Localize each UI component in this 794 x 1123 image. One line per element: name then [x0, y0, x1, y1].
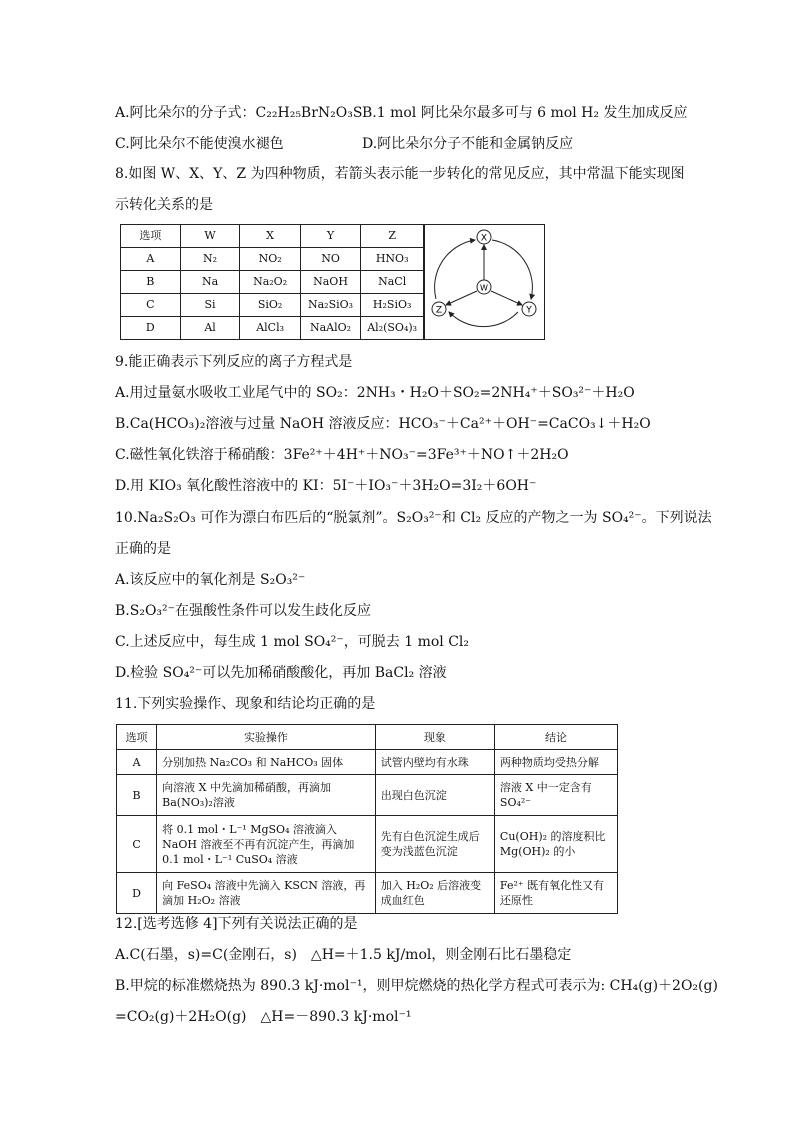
arc-y-to-z	[449, 312, 518, 327]
table-cell: Na₂O₂	[240, 271, 300, 294]
q12-option-b-line1: B.甲烷的标准燃烧热为 890.3 kJ·mol⁻¹，则甲烷燃烧的热化学方程式可表示为: CH₄(g)＋2O₂(g)	[115, 978, 718, 994]
table-cell: C	[117, 816, 157, 873]
table-cell: Fe²⁺ 既有氧化性又有还原性	[494, 873, 617, 914]
table-cell: NO₂	[240, 248, 300, 271]
table-cell: Cu(OH)₂ 的溶度积比 Mg(OH)₂ 的小	[494, 816, 617, 873]
table-row	[121, 294, 424, 317]
q12-option-a: A.C(石墨，s)=C(金刚石，s) △H=＋1.5 kJ/mol，则金刚石比石墨稳定	[115, 947, 572, 963]
table-row	[121, 248, 424, 271]
table-cell: SiO₂	[240, 294, 300, 317]
q10-option-b: B.S₂O₃²⁻在强酸性条件可以发生歧化反应	[115, 603, 372, 619]
q10-option-c: C.上述反应中，每生成 1 mol SO₄²⁻，可脱去 1 mol Cl₂	[115, 634, 470, 650]
q11-header-cell: 结论	[494, 725, 617, 750]
q11-table	[116, 724, 618, 914]
node-w-label: W	[480, 283, 488, 293]
table-cell: A	[117, 750, 157, 775]
table-cell: C	[121, 294, 181, 317]
q8-stem-line2: 示转化关系的是	[115, 197, 213, 213]
table-cell: Na	[180, 271, 240, 294]
q8-table	[120, 224, 424, 340]
table-cell: HNO₃	[361, 248, 424, 271]
spoke-w-to-z	[446, 291, 477, 305]
q11-header-cell: 现象	[375, 725, 494, 750]
table-cell: 向 FeSO₄ 溶液中先滴入 KSCN 溶液，再滴加 H₂O₂ 溶液	[157, 873, 376, 914]
q9-option-d: D.用 KIO₃ 氧化酸性溶液中的 KI：5I⁻＋IO₃⁻＋3H₂O=3I₂＋6OH⁻	[115, 478, 537, 494]
q8-header-cell: Z	[361, 225, 424, 248]
q12-option-b-line2: =CO₂(g)＋2H₂O(g) △H=－890.3 kJ·mol⁻¹	[115, 1009, 412, 1025]
q8-stem-line1: 8.如图 W、X、Y、Z 为四种物质，若箭头表示能一步转化的常见反应，其中常温下能实现图	[115, 166, 685, 182]
table-cell: 先有白色沉淀生成后变为浅蓝色沉淀	[375, 816, 494, 873]
q9-option-c: C.磁性氧化铁溶于稀硝酸：3Fe²⁺＋4H⁺＋NO₃⁻=3Fe³⁺＋NO↑＋2H₂O	[115, 447, 569, 463]
table-row	[117, 873, 618, 914]
node-y-label: Y	[526, 305, 532, 316]
table-cell: AlCl₃	[240, 317, 300, 340]
q8-header-cell: X	[240, 225, 300, 248]
table-row	[117, 750, 618, 775]
table-cell: N₂	[180, 248, 240, 271]
q7-option-a: A.阿比朵尔的分子式：C₂₂H₂₅BrN₂O₃S	[115, 105, 363, 121]
q10-stem-line1: 10.Na₂S₂O₃ 可作为漂白布匹后的“脱氯剂”。S₂O₃²⁻和 Cl₂ 反应的产物之一为 SO₄²⁻。下列说法	[115, 510, 712, 526]
table-cell: Al₂(SO₄)₃	[361, 317, 424, 340]
q10-option-d: D.检验 SO₄²⁻可以先加稀硝酸酸化，再加 BaCl₂ 溶液	[115, 665, 447, 681]
q8-header-cell: 选项	[121, 225, 181, 248]
table-cell: Al	[180, 317, 240, 340]
table-cell: 出现白色沉淀	[375, 775, 494, 816]
table-row	[121, 271, 424, 294]
table-cell: 试管内壁均有水珠	[375, 750, 494, 775]
q11-header-cell: 实验操作	[157, 725, 376, 750]
q9-stem: 9.能正确表示下列反应的离子方程式是	[115, 354, 353, 370]
table-cell: NaCl	[361, 271, 424, 294]
q12-stem: 12.[选考选修 4]下列有关说法正确的是	[115, 916, 358, 932]
table-cell: Na₂SiO₃	[300, 294, 361, 317]
table-cell: D	[117, 873, 157, 914]
table-cell: 向溶液 X 中先滴加稀硝酸，再滴加 Ba(NO₃)₂溶液	[157, 775, 376, 816]
q7-option-d: D.阿比朵尔分子不能和金属钠反应	[362, 136, 574, 152]
q9-option-b: B.Ca(HCO₃)₂溶液与过量 NaOH 溶液反应：HCO₃⁻＋Ca²⁺＋OH⁻=CaCO₃↓＋H₂O	[115, 416, 651, 432]
q8-header-cell: Y	[300, 225, 361, 248]
q11-table-header	[117, 725, 618, 750]
table-row	[117, 775, 618, 816]
spoke-w-to-y	[491, 291, 522, 305]
q10-stem-line2: 正确的是	[115, 541, 171, 557]
node-z-label: Z	[435, 305, 443, 316]
table-cell: NaOH	[300, 271, 361, 294]
table-cell: Si	[180, 294, 240, 317]
table-cell: NaAlO₂	[300, 317, 361, 340]
table-cell: A	[121, 248, 181, 271]
table-cell: 两种物质均受热分解	[494, 750, 617, 775]
q11-header-cell: 选项	[117, 725, 157, 750]
table-cell: H₂SiO₃	[361, 294, 424, 317]
table-cell: B	[117, 775, 157, 816]
node-x-label: X	[480, 233, 488, 244]
table-cell: 将 0.1 mol・L⁻¹ MgSO₄ 溶液滴入 NaOH 溶液至不再有沉淀产生，再滴加 0.1 mol・L⁻¹ CuSO₄ 溶液	[157, 816, 376, 873]
table-row	[117, 816, 618, 873]
arc-x-to-y	[492, 240, 532, 299]
q8-conversion-diagram	[425, 225, 544, 339]
table-cell: NO	[300, 248, 361, 271]
q10-option-a: A.该反应中的氧化剂是 S₂O₃²⁻	[115, 572, 306, 588]
q11-stem: 11.下列实验操作、现象和结论均正确的是	[115, 696, 376, 712]
table-cell: 分别加热 Na₂CO₃ 和 NaHCO₃ 固体	[157, 750, 376, 775]
table-cell: B	[121, 271, 181, 294]
q7-option-b: B.1 mol 阿比朵尔最多可与 6 mol H₂ 发生加成反应	[362, 105, 688, 121]
arc-z-to-x	[435, 240, 475, 299]
table-cell: 加入 H₂O₂ 后溶液变成血红色	[375, 873, 494, 914]
q9-option-a: A.用过量氨水吸收工业尾气中的 SO₂：2NH₃・H₂O＋SO₂=2NH₄⁺＋SO₃²⁻＋H₂O	[115, 385, 635, 401]
table-row	[121, 317, 424, 340]
q7-option-c: C.阿比朵尔不能使溴水褪色	[115, 136, 284, 152]
q8-table-header	[121, 225, 424, 248]
q8-diagram-box	[424, 224, 545, 340]
table-cell: D	[121, 317, 181, 340]
table-cell: 溶液 X 中一定含有 SO₄²⁻	[494, 775, 617, 816]
q8-header-cell: W	[180, 225, 240, 248]
